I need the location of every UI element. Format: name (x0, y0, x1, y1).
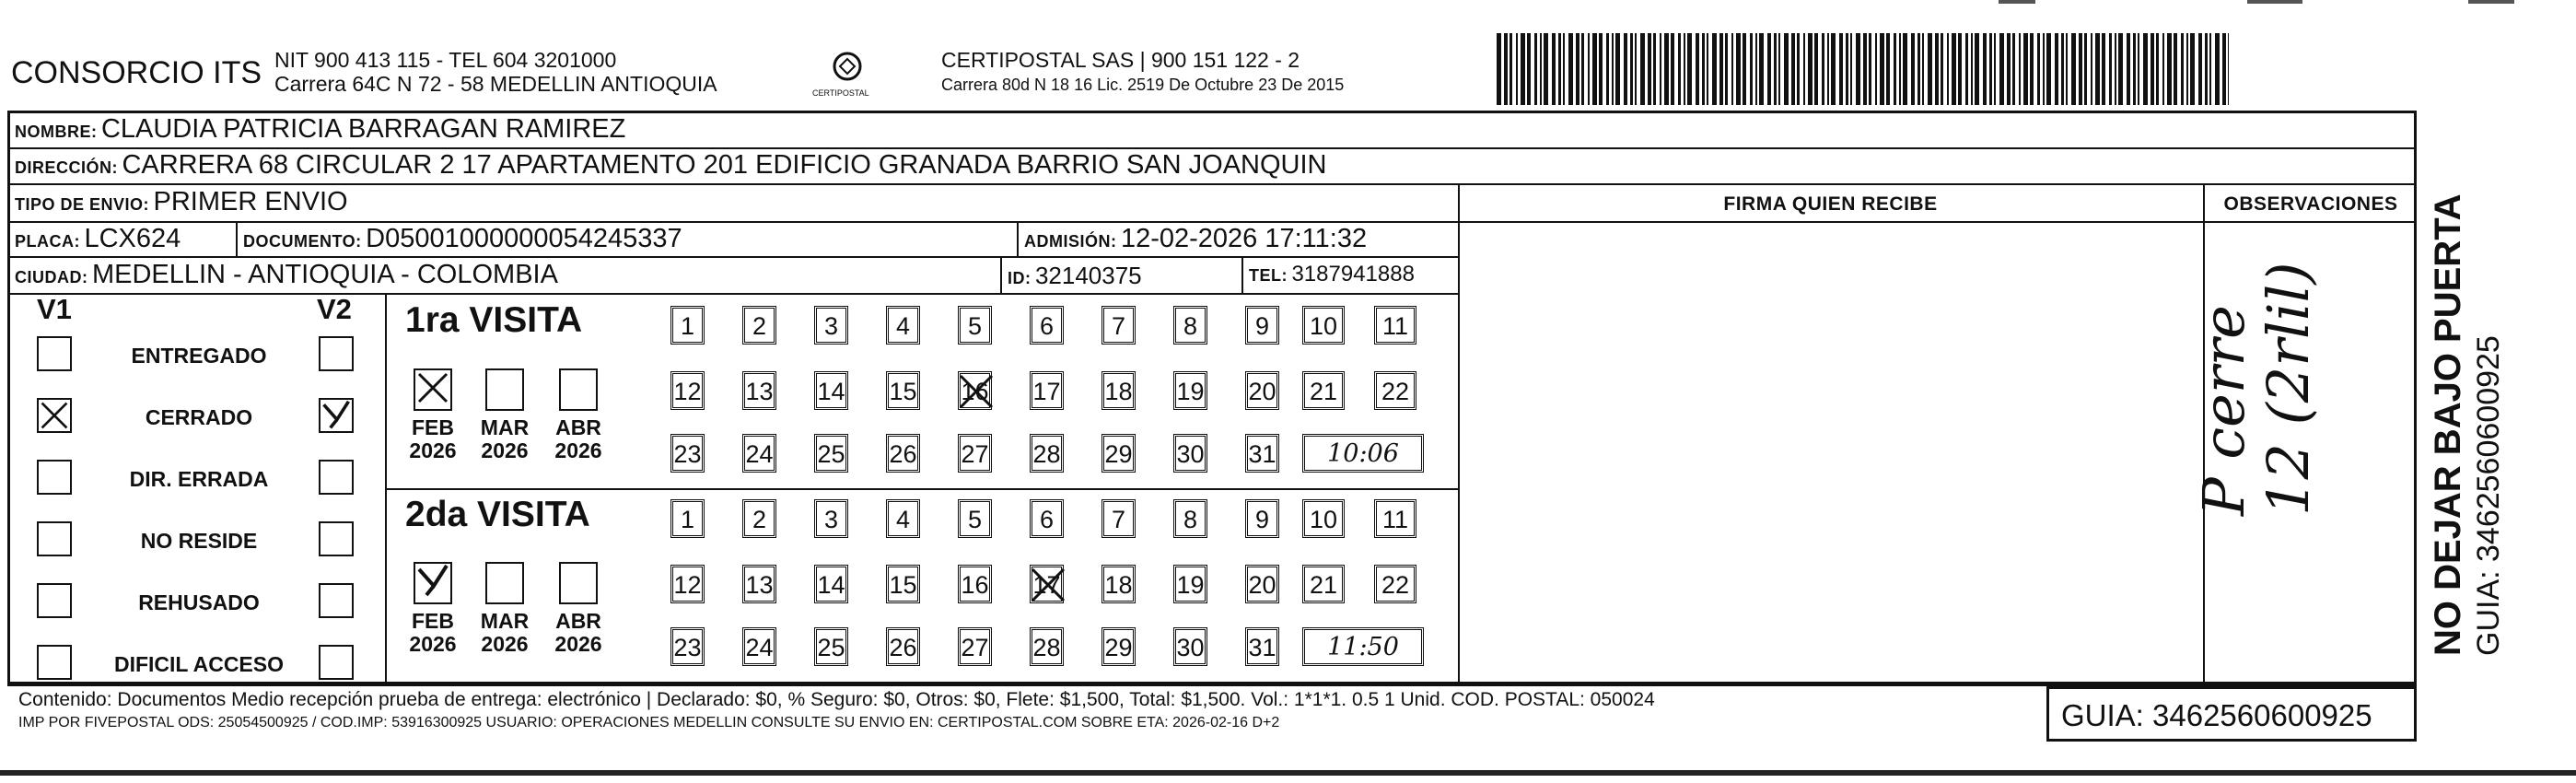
barcode-bar (1814, 33, 1818, 105)
admision-label: ADMISIÓN: (1024, 232, 1117, 251)
barcode-bar (1660, 33, 1661, 105)
day-box[interactable]: 21 (1302, 565, 1345, 603)
scan-mark (2247, 0, 2302, 4)
barcode-bar (2061, 33, 2064, 105)
visit-time[interactable]: 11:50 (1302, 627, 1424, 666)
barcode-bar (2186, 33, 2188, 105)
visit-time[interactable]: 10:06 (1302, 434, 1424, 473)
tel-value: 3187941888 (1291, 262, 1415, 286)
barcode-bar (1947, 33, 1949, 105)
barcode-bar (1778, 33, 1780, 105)
day-box[interactable]: 16 (958, 565, 992, 603)
v2-header: V2 (317, 293, 352, 325)
admision-row (1024, 224, 1367, 254)
day-box[interactable]: 7 (1102, 306, 1136, 345)
barcode-bar (1850, 33, 1852, 105)
v1-checkbox[interactable] (37, 336, 72, 371)
day-box[interactable]: 8 (1173, 499, 1207, 538)
v2-checkbox[interactable] (319, 460, 354, 495)
v2-checkbox[interactable] (319, 336, 354, 371)
month-name: ABR (555, 415, 601, 439)
day-box[interactable]: 2 (742, 499, 776, 538)
barcode-bar (1707, 33, 1708, 105)
barcode-bar (1599, 33, 1603, 105)
barcode-bar (2066, 33, 2068, 105)
barcode-bar (1736, 33, 1741, 105)
barcode-bar (2228, 33, 2229, 105)
barcode-bar (2079, 33, 2082, 105)
barcode-bar (1678, 33, 1681, 105)
direccion-row (15, 150, 1326, 181)
day-box[interactable]: 5 (958, 306, 992, 345)
barcode-bar (2133, 33, 2136, 105)
documento-value: D05001000000054245337 (366, 224, 682, 253)
barcode-bar (2215, 33, 2220, 105)
placa-row (15, 224, 181, 254)
day-box[interactable]: 26 (886, 434, 920, 473)
observaciones-header: OBSERVACIONES (2223, 193, 2398, 215)
barcode-bar (1831, 33, 1836, 105)
direccion-value: CARRERA 68 CIRCULAR 2 17 APARTAMENTO 201 EDIFICIO GRANADA BARRIO SAN JOANQUIN (122, 150, 1327, 180)
barcode-bar (1875, 33, 1877, 105)
day-box[interactable]: 10 (1302, 306, 1345, 345)
placa-value: LCX624 (84, 224, 181, 253)
barcode-bar (1612, 33, 1614, 105)
day-box[interactable]: 4 (886, 306, 920, 345)
documento-label: DOCUMENTO: (243, 232, 362, 251)
barcode-bar (2043, 33, 2045, 105)
barcode-bar (2138, 33, 2139, 105)
barcode-bar (2151, 33, 2154, 105)
barcode-bar (1615, 33, 1620, 105)
month-checkbox[interactable] (559, 368, 598, 411)
day-box[interactable]: 14 (814, 565, 848, 603)
barcode-bar (1527, 33, 1531, 105)
month-year: 2026 (409, 438, 457, 462)
barcode-bar (1581, 33, 1584, 105)
barcode-bar (1917, 33, 1920, 105)
barcode-bar (1504, 33, 1508, 105)
day-box[interactable]: 9 (1245, 499, 1279, 538)
day-box[interactable]: 18 (1102, 371, 1136, 410)
day-box[interactable]: 6 (1030, 499, 1064, 538)
barcode-bar (1894, 33, 1896, 105)
month-name: FEB (412, 609, 454, 633)
day-box[interactable]: 10 (1302, 499, 1345, 538)
day-box[interactable]: 25 (814, 434, 848, 473)
placa-label: PLACA: (15, 232, 80, 251)
logo-text: CERTIPOSTAL (812, 88, 869, 98)
v2-checkbox[interactable] (319, 583, 354, 618)
barcode-bar (1497, 33, 1501, 105)
month-checkbox[interactable] (485, 562, 524, 604)
month-label (477, 610, 532, 656)
barcode-bar (2190, 33, 2195, 105)
v1-checkbox[interactable] (37, 583, 72, 618)
certipostal-line: CERTIPOSTAL SAS | 900 151 122 - 2 (941, 48, 1300, 72)
barcode-bar (1640, 33, 1645, 105)
barcode-bar (1952, 33, 1956, 105)
barcode-bar (1696, 33, 1699, 105)
day-box[interactable]: 2 (742, 306, 776, 345)
barcode-bar (1558, 33, 1561, 105)
barcode-bar (1731, 33, 1733, 105)
month-year: 2026 (409, 632, 457, 656)
day-box[interactable]: 19 (1173, 371, 1207, 410)
barcode-bar (2046, 33, 2051, 105)
barcode-bar (1791, 33, 1795, 105)
barcode-bar (1808, 33, 1813, 105)
documento-row (243, 224, 682, 254)
barcode-bar (2019, 33, 2021, 105)
day-box[interactable]: 7 (1102, 499, 1136, 538)
v2-checkbox[interactable] (319, 398, 354, 433)
certipostal-address: Carrera 80d N 18 16 Lic. 2519 De Octubre 23 De 2015 (941, 76, 1345, 94)
barcode-bar (1863, 33, 1867, 105)
ciudad-row (15, 260, 558, 290)
barcode-bar (1635, 33, 1637, 105)
nit-line: NIT 900 413 115 - TEL 604 3201000 (274, 48, 617, 72)
day-box[interactable]: 17 (1030, 371, 1064, 410)
barcode-bar (1797, 33, 1800, 105)
barcode-bar (2115, 33, 2116, 105)
barcode-bar (2055, 33, 2058, 105)
barcode-bar (1928, 33, 1932, 105)
v1-checkbox[interactable] (37, 645, 72, 680)
day-box[interactable]: 22 (1374, 371, 1416, 410)
barcode-bar (1702, 33, 1705, 105)
day-box[interactable]: 6 (1030, 306, 1064, 345)
day-box[interactable]: 14 (814, 371, 848, 410)
admision-value: 12-02-2026 17:11:32 (1120, 224, 1368, 253)
day-box[interactable]: 17 (1030, 565, 1064, 603)
barcode-bar (1994, 33, 1996, 105)
company-info (274, 48, 717, 96)
day-box[interactable]: 12 (670, 565, 705, 603)
barcode-bar (1999, 33, 2004, 105)
barcode-bar (2007, 33, 2011, 105)
barcode-bar (2127, 33, 2130, 105)
company-address: Carrera 64C N 72 - 58 MEDELLIN ANTIOQUIA (274, 72, 717, 96)
barcode-bar (1774, 33, 1777, 105)
day-box[interactable]: 27 (958, 627, 992, 666)
tipo-envio-label: TIPO DE ENVIO: (15, 195, 150, 214)
barcode-bar (1827, 33, 1829, 105)
v2-checkbox[interactable] (319, 521, 354, 556)
v2-checkbox[interactable] (319, 645, 354, 680)
month-checkbox[interactable] (485, 368, 524, 411)
barcode-bar (1719, 33, 1723, 105)
scan-mark (1999, 0, 2035, 4)
day-box[interactable]: 31 (1245, 627, 1279, 666)
footer-contenido: Contenido: Documentos Medio recepción prueba de entrega: electrónico | Declarado: $0, % Seguro: $0, Otros: $0, Flete: $1,500, Total: $1,500. Vol.: 1*1*1. 0.5 1 Unid. COD. POSTAL: 050024 (18, 689, 1655, 710)
day-box[interactable]: 23 (670, 434, 705, 473)
tipo-envio-row (15, 187, 348, 217)
v1-checkbox[interactable] (37, 398, 72, 433)
month-year: 2026 (554, 438, 602, 462)
status-label: DIR. ERRADA (129, 467, 269, 491)
barcode-bar (1534, 33, 1537, 105)
day-box[interactable]: 19 (1173, 565, 1207, 603)
day-box[interactable]: 20 (1245, 371, 1279, 410)
barcode-bar (1965, 33, 1968, 105)
barcode-bar (2118, 33, 2123, 105)
barcode-bar (1767, 33, 1771, 105)
page-edge (0, 770, 2576, 776)
barcode-bar (1784, 33, 1789, 105)
day-box[interactable]: 25 (814, 627, 848, 666)
handwriting-line-2: 12 (2rlil) (2255, 262, 2322, 516)
day-box[interactable]: 18 (1102, 565, 1136, 603)
day-box[interactable]: 12 (670, 371, 705, 410)
guia-number: GUIA: 3462560600925 (2061, 698, 2372, 732)
month-name: FEB (412, 415, 454, 439)
month-year: 2026 (481, 438, 529, 462)
barcode-bar (1684, 33, 1685, 105)
day-box[interactable]: 9 (1245, 306, 1279, 345)
barcode-bar (1856, 33, 1860, 105)
barcode-bar (2156, 33, 2159, 105)
month-label (405, 610, 460, 656)
barcode-bar (1803, 33, 1805, 105)
status-label: REHUSADO (138, 590, 260, 614)
day-box[interactable]: 23 (670, 627, 705, 666)
barcode-bar (1540, 33, 1542, 105)
month-name: ABR (555, 609, 601, 633)
month-name: MAR (480, 415, 530, 439)
barcode-bar (1983, 33, 1987, 105)
ciudad-value: MEDELLIN - ANTIOQUIA - COLOMBIA (91, 260, 558, 289)
barcode-bar (2205, 33, 2208, 105)
certipostal-info (941, 48, 1344, 98)
side-guia: GUIA: 3462560600925 (2471, 335, 2506, 656)
barcode-bar (1630, 33, 1633, 105)
barcode-bar (1606, 33, 1609, 105)
day-box[interactable]: 4 (886, 499, 920, 538)
day-box[interactable]: 28 (1030, 434, 1064, 473)
day-box[interactable]: 1 (670, 306, 705, 345)
barcode-bar (2109, 33, 2112, 105)
day-box[interactable]: 16 (958, 371, 992, 410)
barcode-bar (1516, 33, 1518, 105)
barcode-bar (1671, 33, 1674, 105)
barcode-bar (1989, 33, 1992, 105)
day-box[interactable]: 15 (886, 371, 920, 410)
tel-label: TEL: (1249, 266, 1288, 285)
barcode-bar (2162, 33, 2164, 105)
barcode-bar (1941, 33, 1943, 105)
barcode-bar (1958, 33, 1962, 105)
status-label: NO RESIDE (140, 529, 258, 553)
barcode-bar (1664, 33, 1669, 105)
v1-checkbox[interactable] (37, 521, 72, 556)
barcode-bar (1653, 33, 1656, 105)
barcode-bar (2198, 33, 2202, 105)
barcode-bar (1687, 33, 1692, 105)
company-name: CONSORCIO ITS (11, 55, 262, 90)
tipo-envio-value: PRIMER ENVIO (153, 187, 348, 216)
day-box[interactable]: 20 (1245, 565, 1279, 603)
barcode-bar (2181, 33, 2184, 105)
day-box[interactable]: 13 (742, 565, 776, 603)
barcode-bar (2174, 33, 2177, 105)
day-box[interactable]: 29 (1102, 627, 1136, 666)
barcode-bar (2095, 33, 2100, 105)
barcode-bar (2167, 33, 2172, 105)
barcode-bar (1911, 33, 1915, 105)
barcode-bar (2084, 33, 2087, 105)
barcode-bar (1648, 33, 1651, 105)
month-checkbox[interactable] (414, 368, 452, 411)
nombre-row (15, 114, 625, 145)
barcode-bar (1743, 33, 1746, 105)
barcode-bar (1544, 33, 1548, 105)
day-box[interactable]: 13 (742, 371, 776, 410)
barcode-bar (1725, 33, 1728, 105)
barcode-bar (2037, 33, 2040, 105)
barcode-bar (1899, 33, 1901, 105)
v1-header: V1 (37, 293, 72, 325)
barcode-bar (1521, 33, 1525, 105)
direccion-label: DIRECCIÓN: (15, 158, 118, 177)
barcode-bar (2091, 33, 2092, 105)
barcode-bar (2209, 33, 2211, 105)
month-checkbox[interactable] (559, 562, 598, 604)
barcode-bar (2012, 33, 2015, 105)
day-mark (1027, 564, 1069, 606)
no-dejar-bajo-puerta: NO DEJAR BAJO PUERTA (2428, 193, 2468, 656)
day-box[interactable]: 22 (1374, 565, 1416, 603)
barcode-bar (2030, 33, 2034, 105)
day-box[interactable]: 27 (958, 434, 992, 473)
month-checkbox[interactable] (414, 562, 452, 604)
month-year: 2026 (481, 632, 529, 656)
day-box[interactable]: 29 (1102, 434, 1136, 473)
barcode-bar (1903, 33, 1907, 105)
id-row (1008, 262, 1142, 290)
barcode-bar (2102, 33, 2105, 105)
barcode-bar (1568, 33, 1573, 105)
visit1-title: 1ra VISITA (405, 300, 583, 340)
tel-row (1249, 262, 1415, 287)
day-box[interactable]: 21 (1302, 371, 1345, 410)
day-box[interactable]: 3 (814, 306, 848, 345)
month-name: MAR (480, 609, 530, 633)
scan-mark (2468, 0, 2514, 4)
barcode-bar (1839, 33, 1843, 105)
barcode-bar (2071, 33, 2076, 105)
barcode-bar (2222, 33, 2226, 105)
barcode-bar (1552, 33, 1556, 105)
day-box[interactable]: 11 (1374, 499, 1416, 538)
barcode-bar (2023, 33, 2028, 105)
day-box[interactable]: 5 (958, 499, 992, 538)
visit2-title: 2da VISITA (405, 495, 590, 534)
status-label: ENTREGADO (131, 344, 267, 368)
day-box[interactable]: 11 (1374, 306, 1416, 345)
barcode-bar (1975, 33, 1979, 105)
day-box[interactable]: 3 (814, 499, 848, 538)
day-box[interactable]: 24 (742, 434, 776, 473)
month-label (405, 416, 460, 462)
id-value: 32140375 (1034, 262, 1142, 289)
day-box[interactable]: 28 (1030, 627, 1064, 666)
barcode-bar (1588, 33, 1590, 105)
barcode-bar (1922, 33, 1924, 105)
firma-header: FIRMA QUIEN RECIBE (1723, 193, 1938, 215)
nombre-value: CLAUDIA PATRICIA BARRAGAN RAMIREZ (100, 114, 626, 144)
nombre-label: NOMBRE: (15, 123, 98, 141)
day-box[interactable]: 30 (1173, 627, 1207, 666)
status-label: DIFICIL ACCESO (113, 652, 284, 676)
barcode-bar (1750, 33, 1753, 105)
barcode-bar (1563, 33, 1565, 105)
day-box[interactable]: 8 (1173, 306, 1207, 345)
day-box[interactable]: 15 (886, 565, 920, 603)
month-year: 2026 (554, 632, 602, 656)
barcode-bar (1712, 33, 1717, 105)
signature-area[interactable] (1461, 224, 2200, 682)
barcode-bar (1869, 33, 1871, 105)
barcode-bar (1971, 33, 1973, 105)
status-label: CERRADO (145, 405, 253, 429)
barcode-bar (1624, 33, 1627, 105)
barcode-bar (1592, 33, 1597, 105)
barcode-bar (1880, 33, 1884, 105)
month-label (551, 416, 606, 462)
month-label (477, 416, 532, 462)
day-box[interactable]: 24 (742, 627, 776, 666)
id-label: ID: (1008, 269, 1032, 287)
day-box[interactable]: 30 (1173, 434, 1207, 473)
barcode-bar (1509, 33, 1512, 105)
footer-impresion: IMP POR FIVEPOSTAL ODS: 25054500925 / COD.IMP: 53916300925 USUARIO: OPERACIONES MEDELLIN CONSULTE SU ENVIO EN: CERTIPOSTAL.COM SOBRE ETA: 2026-02-16 D+2 (18, 715, 1280, 730)
barcode (1497, 33, 2229, 105)
v1-checkbox[interactable] (37, 460, 72, 495)
barcode-bar (1755, 33, 1757, 105)
barcode-bar (1935, 33, 1939, 105)
barcode-bar (1822, 33, 1824, 105)
barcode-bar (1576, 33, 1579, 105)
ciudad-label: CIUDAD: (15, 268, 88, 286)
barcode-bar (1759, 33, 1764, 105)
day-box[interactable]: 26 (886, 627, 920, 666)
day-box[interactable]: 1 (670, 499, 705, 538)
barcode-bar (1846, 33, 1848, 105)
month-label (551, 610, 606, 656)
barcode-bar (2143, 33, 2148, 105)
day-box[interactable]: 31 (1245, 434, 1279, 473)
day-mark (955, 370, 997, 413)
barcode-bar (1886, 33, 1890, 105)
handwriting-line-1: P cerre (2190, 305, 2257, 516)
